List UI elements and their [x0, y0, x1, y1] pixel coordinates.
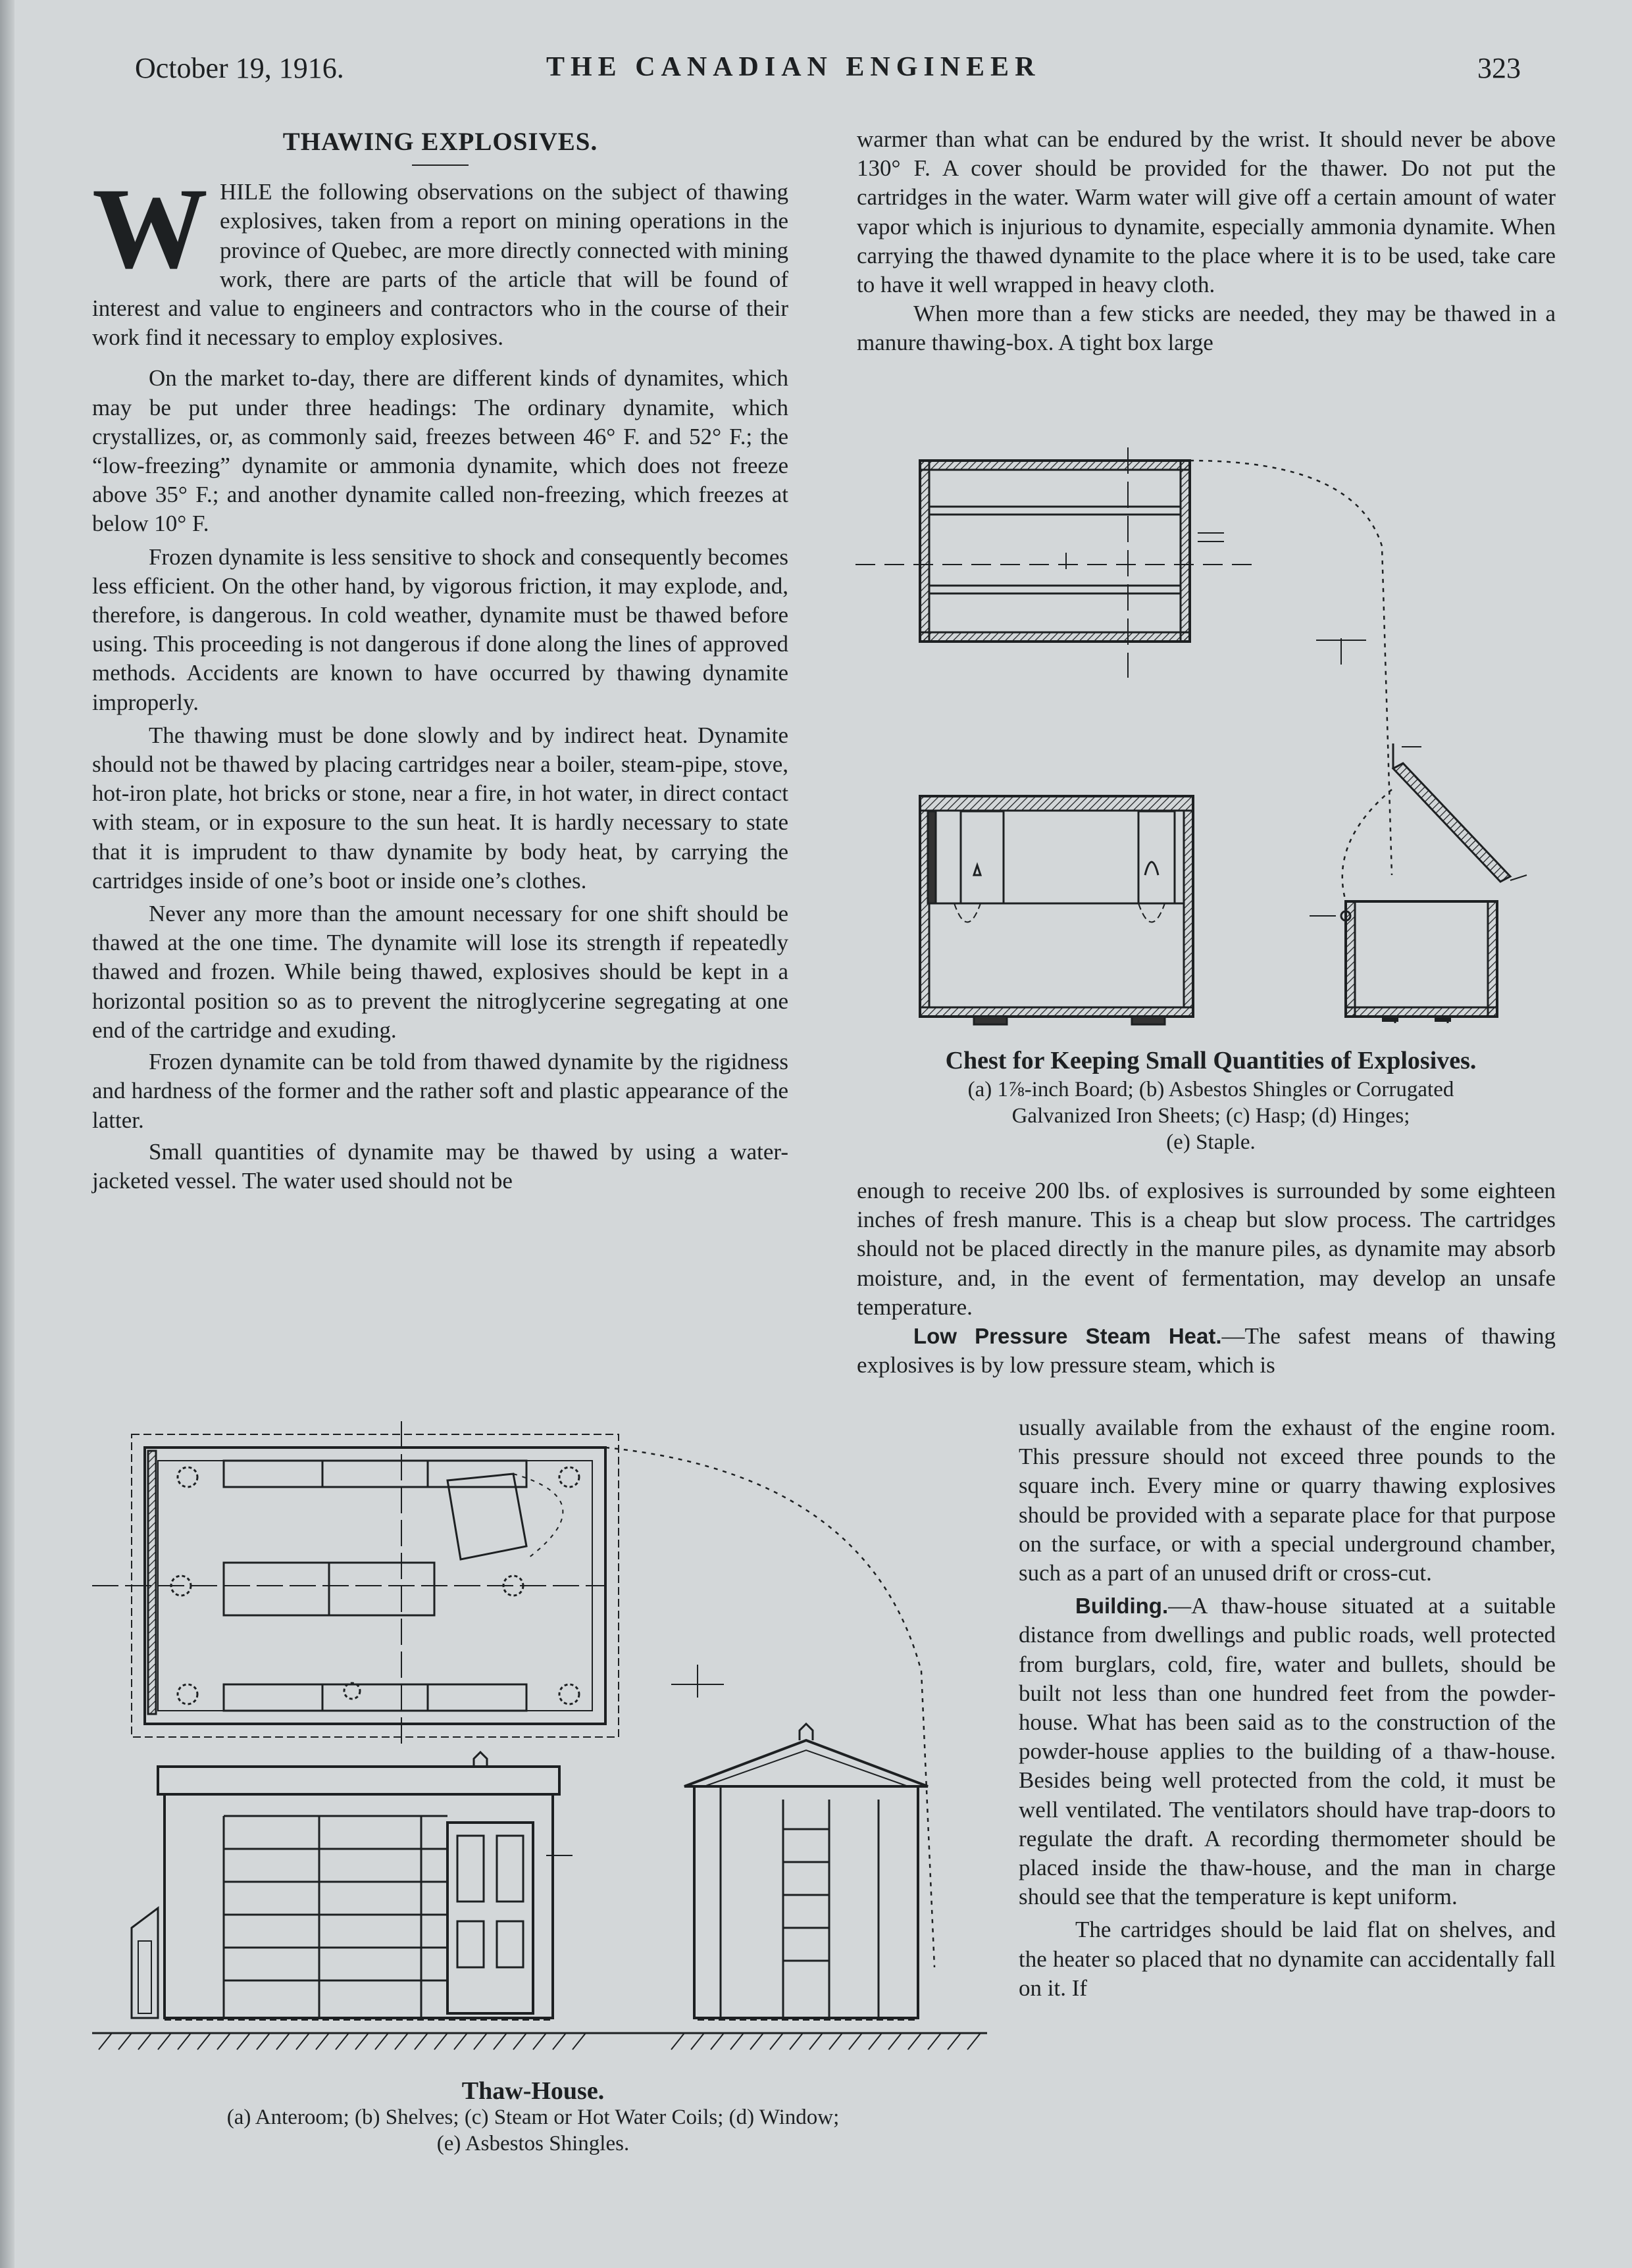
paragraph: Small quantities of dynamite may be thawed by using a water-jacketed vessel. The water used should not be: [92, 1138, 788, 1194]
header-journal-title: THE CANADIAN ENGINEER: [546, 52, 1041, 82]
thaw-house-caption-title: Thaw-House.: [461, 2077, 605, 2105]
paragraph: usually available from the exhaust of the engine room. This pressure should not exceed three pounds to the square inch. Every mine or quarry thawing explosives should be provided with a separate place for that purpose on the surface, or with a special underground chamber, such as a part of an unused drift or cross-cut.: [1019, 1415, 1556, 1586]
page-gutter-shadow: [0, 0, 14, 2268]
right-column-narrow: [1019, 1413, 1556, 2003]
paragraph-steam-text: —The safest means of thawing explosives is by low pressure steam, which is: [857, 1323, 1556, 1378]
header-date: October 19, 1916.: [135, 52, 344, 84]
chest-caption-line: Galvanized Iron Sheets; (c) Hasp; (d) Hinges;: [1011, 1104, 1410, 1128]
paragraph: The cartridges should be laid flat on shelves, and the heater so placed that no dynamite can accidentally fall on it. If: [1019, 1917, 1556, 2001]
header-page-number: 323: [1477, 52, 1521, 84]
chest-caption-line: (e) Staple.: [1166, 1130, 1256, 1154]
drop-cap: W: [92, 164, 208, 293]
paragraph-building: [1019, 1592, 1556, 1911]
title-rule: [412, 164, 469, 166]
thaw-house-caption-line: (a) Anteroom; (b) Shelves; (c) Steam or Hot Water Coils; (d) Window;: [226, 2105, 840, 2129]
article-title: THAWING EXPLOSIVES.: [282, 128, 598, 156]
left-column: [92, 125, 788, 1196]
heading-building: Building.: [1075, 1594, 1169, 1619]
chest-figure: [855, 447, 1566, 1046]
paragraph-building-text: —A thaw-house situated at a suitable distance from dwellings and public roads, well protected from burglars, cold, fire, water and bullets, should be built not less than one hundred feet from the powder-house. What has been said as to the construction of the powder-house applies to the building of a thaw-house. Besides being well protected from the cold, it must be well ventilated. The ventilators should have trap-doors to regulate the draft. A recording thermometer should be placed inside the thaw-house, and the man in charge should see that the temperature is kept uniform.: [1019, 1593, 1556, 1910]
right-column-middle: [857, 1176, 1556, 1380]
paragraph: enough to receive 200 lbs. of explosives is surrounded by some eighteen inches of fresh manure. This is a cheap but slow process. The cartridges should not be placed directly in the manure piles, as dynamite may absorb moisture, and, in the event of fermentation, may develop an unsafe temperature.: [857, 1178, 1556, 1320]
heading-low-pressure-steam: Low Pressure Steam Heat.: [913, 1324, 1222, 1349]
paragraph: When more than a few sticks are needed, they may be thawed in a manure thawing-box. A tight box large: [857, 301, 1556, 356]
right-column-top: [857, 125, 1556, 358]
paragraph: Frozen dynamite is less sensitive to shock and consequently becomes less efficient. On the other hand, by vigorous friction, it may explode, and, therefore, is dangerous. In cold weather, dynamite must be thawed before using. This proceeding is not dangerous if done along the lines of approved methods. Accidents are known to have occurred by thawing dynamite improperly.: [92, 543, 788, 715]
paragraph: On the market to-day, there are different kinds of dynamites, which may be put under three headings: The ordinary dynamite, which crystallizes, or, as commonly said, freezes between 46° F. and 52° F.; the “low-freezing” dynamite or ammonia dynamite, which does not freeze above 35° F.; and another dynamite called non-freezing, which freezes at below 10° F.: [92, 365, 788, 537]
paragraph: The thawing must be done slowly and by indirect heat. Dynamite should not be thawed by placing cartridges near a boiler, steam-pipe, stove, hot-iron plate, hot bricks or stone, near a fire, in hot water, in direct contact with steam, or in exposure to the sun heat. It is hardly necessary to state that it is imprudent to thaw dynamite by body heat, by carrying the cartridges inside of one’s boot or inside one’s clothes.: [92, 722, 788, 894]
paragraph-intro: [92, 164, 788, 352]
paragraph: Frozen dynamite can be told from thawed dynamite by the rigidness and hardness of the former and the rather soft and plastic appearance of the latter.: [92, 1049, 788, 1133]
paragraph: warmer than what can be endured by the wrist. It should never be above 130° F. A cover should be provided for the thawer. Do not put the cartridges in the water. Warm water will give off a certain amount of water vapor which is injurious to dynamite, especially ammonia dynamite. When carrying the thawed dynamite to the place where it is to be used, take care to have it well wrapped in heavy cloth.: [857, 126, 1556, 298]
thaw-house-figure: [92, 1421, 1000, 2073]
chest-caption-title: Chest for Keeping Small Quantities of Explosives.: [945, 1047, 1477, 1074]
chest-caption-line: (a) 1⅞-inch Board; (b) Asbestos Shingles or Corrugated: [967, 1078, 1454, 1101]
paragraph-intro-text: HILE the following observations on the subject of thawing explosives, taken from a report on mining operations in the province of Quebec, are more directly connected with mining work, there are parts of the article that will be found of interest and value to engineers and contractors who in the course of their work find it necessary to employ explosives.: [92, 179, 788, 351]
paragraph: Never any more than the amount necessary for one shift should be thawed at the one time. The dynamite will lose its strength if repeatedly thawed and frozen. While being thawed, explosives should be kept in a horizontal position so as to prevent the nitroglycerine segregating at one end of the cartridge and exuding.: [92, 901, 788, 1043]
paragraph-steam: [857, 1322, 1556, 1380]
thaw-house-caption-line: (e) Asbestos Shingles.: [436, 2132, 630, 2155]
